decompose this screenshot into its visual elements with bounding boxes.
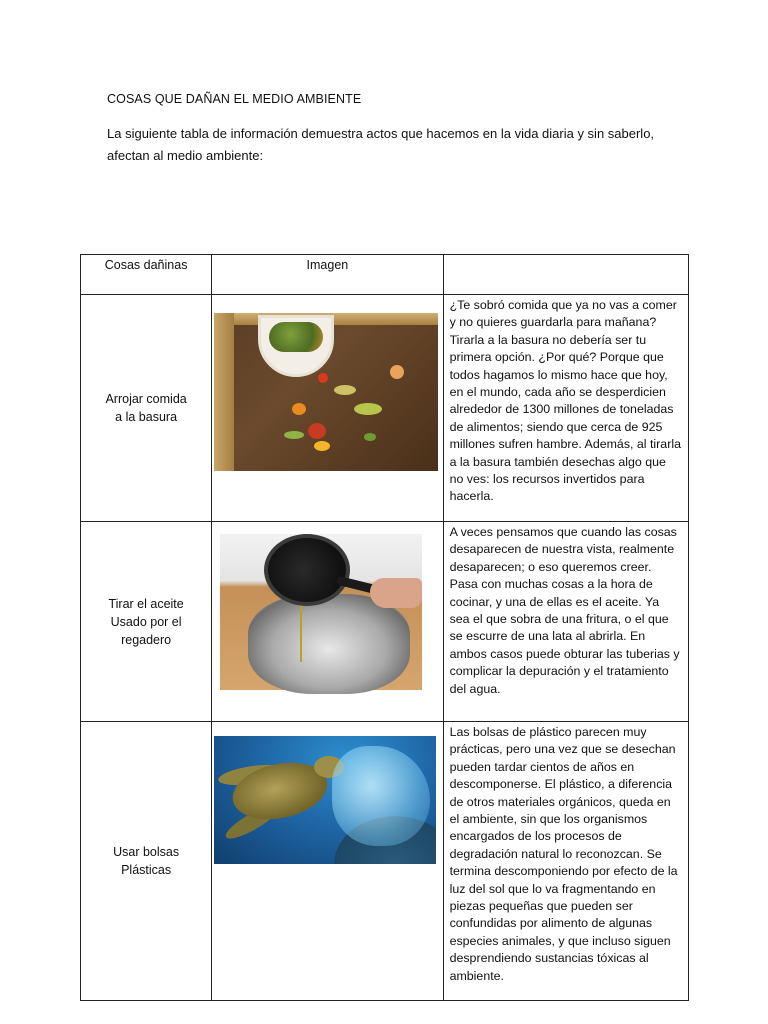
row-image-cell bbox=[212, 522, 443, 722]
intro-line-1: La siguiente tabla de información demuestra actos que hacemos en la vida diaria y sin saberlo, bbox=[107, 126, 655, 141]
row-label-line: a la basura bbox=[115, 410, 178, 424]
intro-paragraph bbox=[107, 123, 667, 167]
row-label-line: Tirar el aceite bbox=[108, 596, 184, 611]
row-label bbox=[81, 295, 212, 522]
row-description: ¿Te sobró comida que ya no vas a comer y no quieres guardarla para mañana? Tirarla a la basura no debería ser tu primera opción. ¿Por qué? Porque que todos hagamos lo mismo hace que hoy, en el mundo, cada año se desperdicien alrededor de 1300 millones de toneladas de alimentos; siendo que cerca de 925 millones sufren hambre. Además, al tirarla a la basura también desechas algo que no ves: los recursos invertidos para hacerla. bbox=[443, 295, 688, 522]
row-label bbox=[81, 522, 212, 722]
table-row bbox=[81, 722, 689, 1001]
document-title: COSAS QUE DAÑAN EL MEDIO AMBIENTE bbox=[107, 92, 362, 106]
food-waste-compost-image bbox=[214, 313, 438, 471]
row-label-line: Usado por el bbox=[110, 614, 182, 629]
row-label-line: regadero bbox=[121, 632, 172, 647]
harmful-things-table bbox=[80, 254, 689, 1001]
table-row bbox=[81, 295, 689, 522]
row-label-line: Usar bolsas bbox=[113, 845, 180, 859]
row-image-cell bbox=[212, 295, 443, 522]
row-label bbox=[81, 722, 212, 1001]
row-label-line: Arrojar comida bbox=[105, 392, 187, 406]
row-description: A veces pensamos que cuando las cosas desaparecen de nuestra vista, realmente desaparecen; o eso queremos creer. Pasa con muchas cosas a la hora de cocinar, y una de ellas es el aceite. Ya sea el que sobra de una fritura, o el que se escurre de una lata al abrirla. En ambos casos puede obturar las tuberias y complicar la depuración y el tratamiento del agua. bbox=[443, 522, 688, 722]
row-image-cell bbox=[212, 722, 443, 1001]
header-description bbox=[443, 255, 688, 295]
table-row bbox=[81, 522, 689, 722]
pan-oil-sink-image bbox=[220, 534, 422, 690]
header-cosas-daninas: Cosas dañinas bbox=[81, 255, 212, 295]
row-description: Las bolsas de plástico parecen muy prácticas, pero una vez que se desechan pueden tardar cientos de años en descomponerse. El plástico, a diferencia de otros materiales orgánicos, queda en el ambiente, sin que los organismos encargados de los procesos de degradación natural lo reconozcan. Se termina descomponiendo por efecto de la luz del sol que lo va fragmentando en piezas pequeñas que pueden ser confundidas por alimento de algunas especies animales, y que incluso siguen desprendiendo sustancias tóxicas al ambiente. bbox=[443, 722, 688, 1001]
intro-line-2: afectan al medio ambiente: bbox=[107, 148, 264, 163]
turtle-plastic-bag-image bbox=[214, 736, 436, 864]
row-label-line: Plásticas bbox=[121, 863, 172, 877]
header-imagen: Imagen bbox=[212, 255, 443, 295]
table-header-row bbox=[81, 255, 689, 295]
